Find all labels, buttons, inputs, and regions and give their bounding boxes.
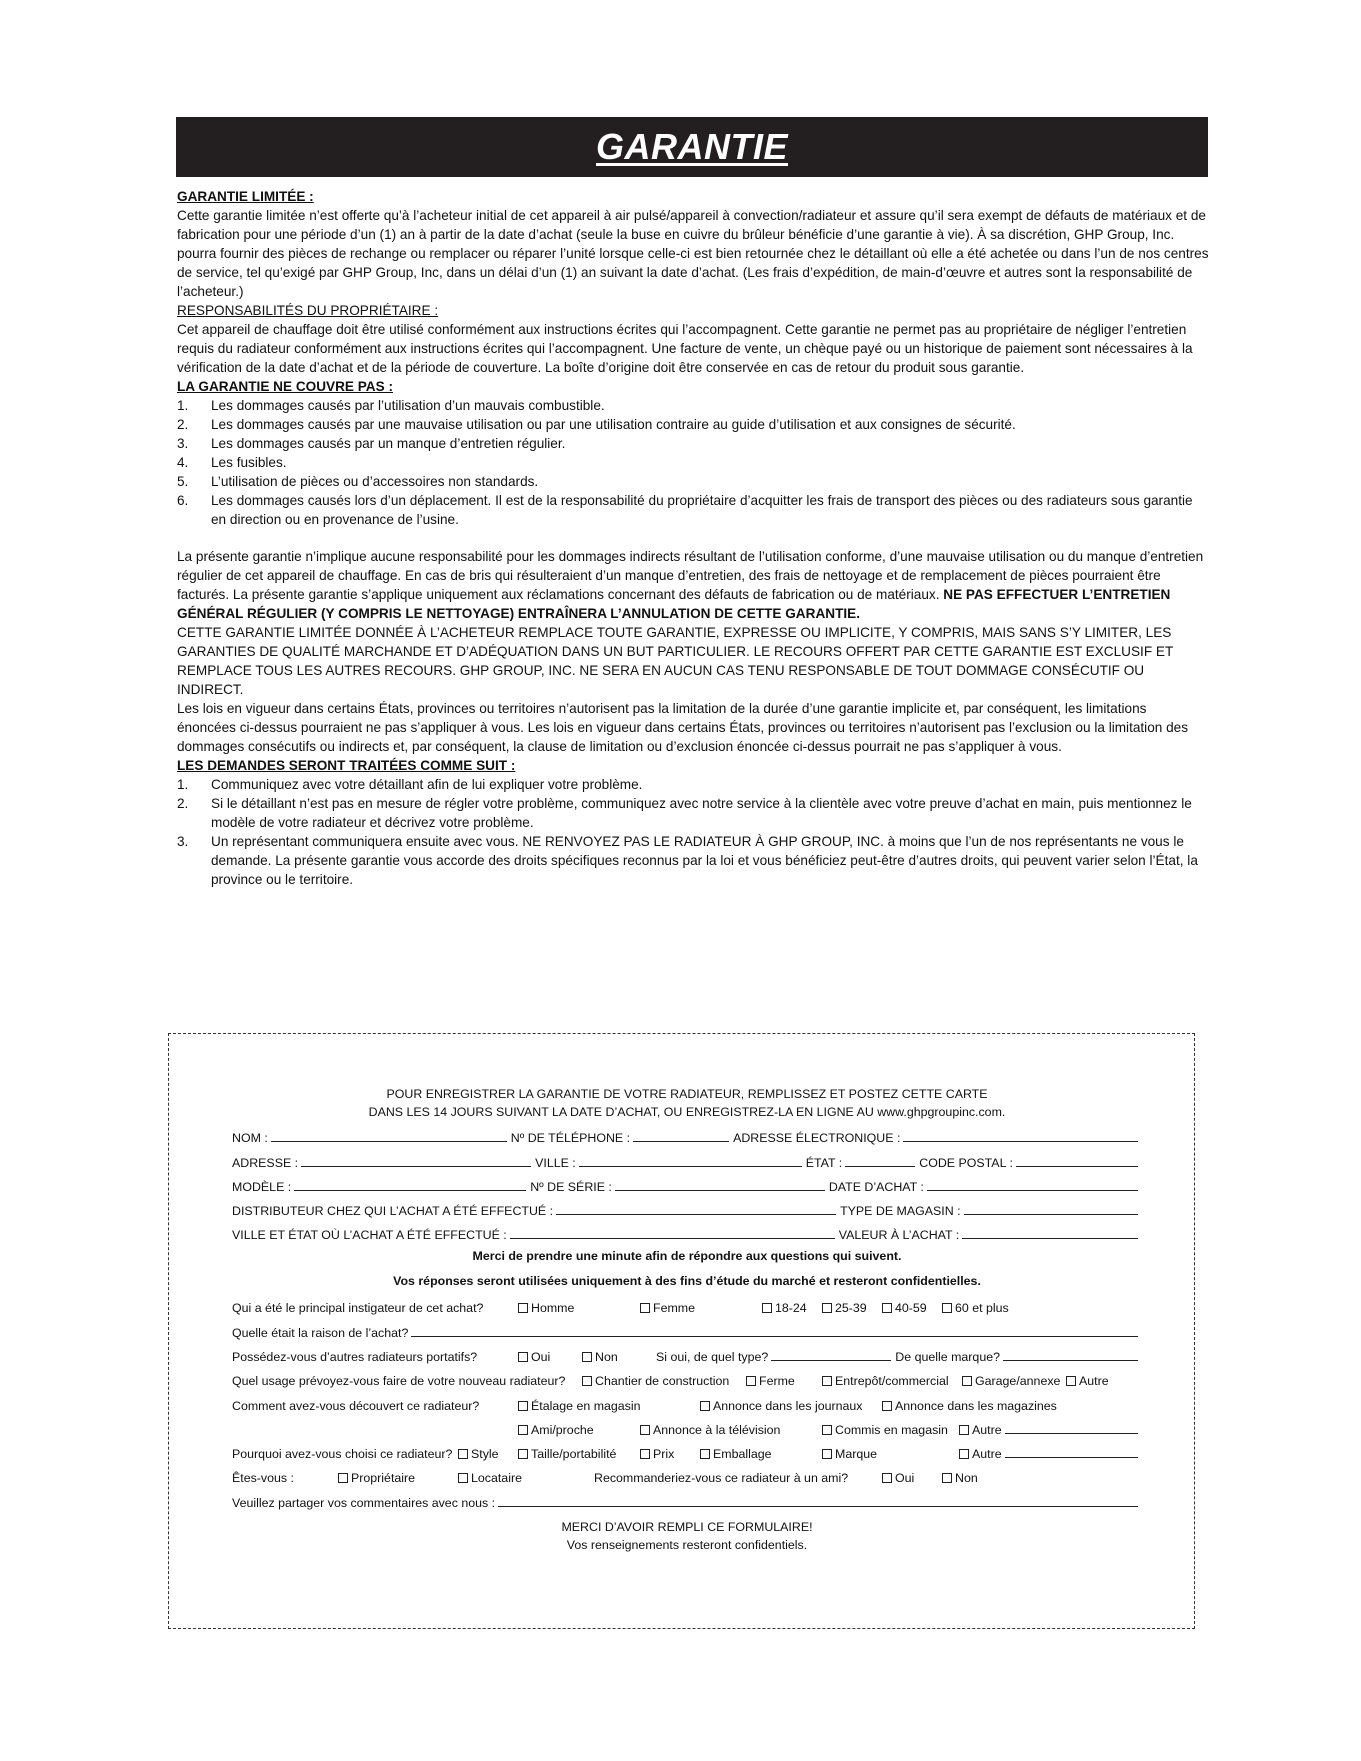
row-other-heaters: Possédez-vous d’autres radiateurs portatifs? Oui Non Si oui, de quel type? De quelle marque? [232, 1340, 1142, 1364]
card-closing: MERCI D’AVOIR REMPLI CE FORMULAIRE! Vos renseignements resteront confidentiels. [561, 1519, 813, 1552]
registration-card [232, 1085, 1142, 1554]
option-recommand-oui[interactable]: Oui [882, 1471, 942, 1485]
checkbox-icon [882, 1401, 892, 1411]
checkbox-icon [959, 1425, 969, 1435]
purchase-date-field[interactable] [927, 1177, 1138, 1191]
checkbox-icon [959, 1449, 969, 1459]
option-ferme[interactable]: Ferme [746, 1374, 822, 1388]
option-etalage[interactable]: Étalage en magasin [518, 1399, 700, 1413]
claims-list [177, 775, 1209, 889]
checkbox-icon [822, 1376, 832, 1386]
heater-type-field[interactable] [771, 1347, 891, 1361]
row-usage: Quel usage prévoyez-vous faire de votre nouveau radiateur? Chantier de construction Ferme Entrepôt/commercial Garage/annexe Autre [232, 1374, 1109, 1389]
title-banner [176, 117, 1208, 177]
option-proprietaire[interactable]: Propriétaire [338, 1471, 458, 1485]
postal-code-field[interactable] [1016, 1153, 1138, 1167]
checkbox-icon [518, 1303, 528, 1313]
claims-heading: LES DEMANDES SERONT TRAITÉES COMME SUIT : [177, 758, 516, 773]
survey-thanks: Merci de prendre une minute afin de répondre aux questions qui suivent. [472, 1249, 902, 1264]
row-reason: Quelle était la raison de l’achat? [232, 1315, 1142, 1339]
checkbox-icon [822, 1449, 832, 1459]
option-18-24[interactable]: 18-24 [762, 1301, 822, 1315]
purchase-city-field[interactable] [510, 1225, 835, 1239]
option-journaux[interactable]: Annonce dans les journaux [700, 1399, 882, 1413]
replace-paragraph: CETTE GARANTIE LIMITÉE DONNÉE À L’ACHETEUR REMPLACE TOUTE GARANTIE, EXPRESSE OU IMPLICITE, Y COMPRIS, MAIS SANS S’Y LIMITER, LES GARANTIES DE QUALITÉ MARCHANDE ET D’ADÉQUATION DANS UN BUT PARTICULIER. LE RECOURS OFFERT PAR CETTE GARANTIE EST EXCLUSIF ET REMPLACE TOUS LES AUTRES RECOURS. GHP GROUP, INC. NE SERA EN AUCUN CAS TENU RESPONSABLE DE TOUT DOMMAGE CONSÉCUTIF OU INDIRECT. [177, 625, 1174, 697]
checkbox-icon [518, 1401, 528, 1411]
row-discovery: Comment avez-vous découvert ce radiateur? Étalage en magasin Annonce dans les journaux Annonce dans les magazines [232, 1398, 1057, 1413]
option-femme[interactable]: Femme [640, 1301, 762, 1315]
checkbox-icon [640, 1425, 650, 1435]
list-item: 3. Un représentant communiquera ensuite avec vous. NE RENVOYEZ PAS LE RADIATEUR À GHP GROUP, INC. à moins que l’un de nos représentants ne vous le demande. La présente garantie vous accorde des droits spécifiques reconnus par la loi et vous bénéficiez peut-être d’autres droits, qui peuvent varier selon l’État, la province ou le territoire. [177, 834, 1198, 887]
list-item: 1. Les dommages causés par l’utilisation d’un mauvais combustible. [177, 398, 605, 413]
liability-warning: NE PAS EFFECTUER L’ENTRETIEN GÉNÉRAL RÉGULIER (Y COMPRIS LE NETTOYAGE) ENTRAÎNERA L’ANNULATION DE CETTE GARANTIE. [177, 587, 1171, 621]
row-model: MODÈLE : Nº DE SÉRIE : DATE D’ACHAT : [232, 1170, 1142, 1194]
page-title: GARANTIE [596, 126, 788, 167]
laws-paragraph: Les lois en vigueur dans certains États, provinces ou territoires n’autorisent pas la limitation de la durée d’une garantie implicite et, par conséquent, les limitations énoncées ci-dessus pourraient ne pas s’appliquer à vous. Les lois en vigueur dans certains États, provinces ou territoires n’autorisent pas l’exclusion ou la limitation des dommages consécutifs ou indirects et, par conséquent, la clause de limitation ou d’exclusion énoncée ci-dessus pourrait ne pas s’appliquer à vous. [177, 701, 1189, 754]
not-covered-list [177, 396, 1209, 529]
option-taille[interactable]: Taille/portabilité [518, 1447, 640, 1461]
list-item: 1. Communiquez avec votre détaillant afin de lui expliquer votre problème. [177, 777, 643, 792]
row-discovery-2 [232, 1413, 1142, 1437]
why-other-field[interactable] [1005, 1444, 1138, 1458]
comments-field[interactable] [498, 1493, 1138, 1507]
checkbox-icon [1066, 1376, 1076, 1386]
heater-brand-field[interactable] [1003, 1347, 1138, 1361]
option-marque[interactable]: Marque [822, 1447, 959, 1461]
checkbox-icon [942, 1473, 952, 1483]
row-why: Pourquoi avez-vous choisi ce radiateur? Style Taille/portabilité Prix Emballage Marque Autre [232, 1437, 1142, 1461]
purchase-value-field[interactable] [962, 1225, 1138, 1239]
not-covered-heading: LA GARANTIE NE COUVRE PAS : [177, 379, 393, 394]
checkbox-icon [746, 1376, 756, 1386]
option-garage[interactable]: Garage/annexe [962, 1374, 1066, 1388]
list-item: 6. Les dommages causés lors d’un déplacement. Il est de la responsabilité du propriétaire d’acquitter les frais de transport des pièces ou des radiateurs sous garantie en direction ou en provenance de l’usine. [177, 493, 1193, 527]
row-comments: Veuillez partager vos commentaires avec nous : [232, 1485, 1142, 1509]
state-field[interactable] [845, 1153, 915, 1167]
warranty-text [177, 187, 1209, 889]
checkbox-icon [962, 1376, 972, 1386]
checkbox-icon [882, 1473, 892, 1483]
option-autre-raison[interactable]: Autre [959, 1447, 1002, 1461]
liability-paragraph: La présente garantie n’implique aucune responsabilité pour les dommages indirects résultant de l’utilisation conforme, d’une mauvaise utilisation ou du manque d’entretien régulier de cet appareil de chauffage. En cas de bris qui résulteraient d’un manque d’entretien, des frais de nettoyage et de remplacement de pièces pourraient être facturés. La présente garantie s’applique uniquement aux réclamations concernant des défauts de fabrication ou de matériaux. NE PAS EFFECTUER L’ENTRETIEN GÉNÉRAL RÉGULIER (Y COMPRIS LE NETTOYAGE) ENTRAÎNERA L’ANNULATION DE CETTE GARANTIE. [177, 549, 1204, 621]
option-prix[interactable]: Prix [640, 1447, 700, 1461]
option-commis[interactable]: Commis en magasin [822, 1423, 959, 1437]
option-25-39[interactable]: 25-39 [822, 1301, 882, 1315]
option-non[interactable]: Non [582, 1350, 656, 1364]
survey-confidential: Vos réponses seront utilisées uniquement à des fins d’étude du marché et resteront confidentielles. [393, 1273, 981, 1288]
phone-field[interactable] [633, 1128, 729, 1142]
row-instigator: Qui a été le principal instigateur de cet achat? Homme Femme 18-24 25-39 40-59 60 et plus [232, 1301, 1009, 1316]
option-television[interactable]: Annonce à la télévision [640, 1423, 822, 1437]
row-name: NOM : Nº DE TÉLÉPHONE : ADRESSE ÉLECTRONIQUE : [232, 1121, 1142, 1145]
checkbox-icon [882, 1303, 892, 1313]
list-item: 5. L’utilisation de pièces ou d’accessoires non standards. [177, 474, 539, 489]
option-60-plus[interactable]: 60 et plus [942, 1301, 1009, 1315]
list-item: 3. Les dommages causés par un manque d’entretien régulier. [177, 436, 566, 451]
dealer-field[interactable] [556, 1201, 836, 1215]
checkbox-icon [700, 1401, 710, 1411]
checkbox-icon [338, 1473, 348, 1483]
checkbox-icon [822, 1425, 832, 1435]
option-autre-decouverte[interactable]: Autre [959, 1423, 1002, 1437]
row-dealer: DISTRIBUTEUR CHEZ QUI L’ACHAT A ÉTÉ EFFECTUÉ : TYPE DE MAGASIN : [232, 1194, 1142, 1218]
reason-field[interactable] [411, 1323, 1138, 1337]
option-locataire[interactable]: Locataire [458, 1471, 594, 1485]
name-field[interactable] [271, 1128, 507, 1142]
model-field[interactable] [294, 1177, 526, 1191]
checkbox-icon [640, 1303, 650, 1313]
checkbox-icon [518, 1352, 528, 1362]
checkbox-icon [822, 1303, 832, 1313]
option-chantier[interactable]: Chantier de construction [582, 1374, 746, 1388]
owner-heading: RESPONSABILITÉS DU PROPRIÉTAIRE : [177, 303, 439, 318]
serial-field[interactable] [615, 1177, 825, 1191]
discovery-other-field[interactable] [1005, 1420, 1138, 1434]
card-intro: POUR ENREGISTRER LA GARANTIE DE VOTRE RADIATEUR, REMPLISSEZ ET POSTEZ CETTE CARTE DANS LES 14 JOURS SUIVANT LA DATE D’ACHAT, OU ENREGISTREZ-LA EN LIGNE AU www.ghpgroupinc.com. [368, 1087, 1006, 1119]
option-ami[interactable]: Ami/proche [518, 1423, 640, 1437]
option-magazines[interactable]: Annonce dans les magazines [882, 1399, 1057, 1413]
option-style[interactable]: Style [458, 1447, 518, 1461]
checkbox-icon [518, 1449, 528, 1459]
option-40-59[interactable]: 40-59 [882, 1301, 942, 1315]
option-homme[interactable]: Homme [518, 1301, 640, 1315]
checkbox-icon [582, 1352, 592, 1362]
limited-heading: GARANTIE LIMITÉE : [177, 189, 314, 204]
row-status: Êtes-vous : Propriétaire Locataire Recommanderiez-vous ce radiateur à un ami? Oui Non [232, 1471, 978, 1486]
checkbox-icon [518, 1425, 528, 1435]
list-item: 2. Si le détaillant n’est pas en mesure de régler votre problème, communiquez avec notre service à la clientèle avec votre preuve d’achat en main, puis mentionnez le modèle de votre radiateur et décrivez votre problème. [177, 796, 1192, 830]
checkbox-icon [582, 1376, 592, 1386]
option-oui[interactable]: Oui [518, 1350, 582, 1364]
row-address: ADRESSE : VILLE : ÉTAT : CODE POSTAL : [232, 1145, 1142, 1169]
checkbox-icon [700, 1449, 710, 1459]
owner-body: Cet appareil de chauffage doit être utilisé conformément aux instructions écrites qui l’accompagnent. Cette garantie ne permet pas au propriétaire de négliger l’entretien requis du radiateur conformément aux instructions écrites qui l’accompagnent. Une facture de vente, un chèque payé ou un historique de paiement sont nécessaires à la vérification de la date d’achat et de la période de couverture. La boîte d’origine doit être conservée en cas de retour du produit sous garantie. [177, 322, 1193, 375]
address-field[interactable] [301, 1153, 531, 1167]
option-autre-usage[interactable]: Autre [1066, 1374, 1109, 1388]
store-type-field[interactable] [964, 1201, 1138, 1215]
list-item: 4. Les fusibles. [177, 455, 287, 470]
checkbox-icon [458, 1449, 468, 1459]
checkbox-icon [942, 1303, 952, 1313]
city-field[interactable] [579, 1153, 802, 1167]
checkbox-icon [458, 1473, 468, 1483]
email-field[interactable] [903, 1128, 1138, 1142]
checkbox-icon [640, 1449, 650, 1459]
row-city-state: VILLE ET ÉTAT OÙ L’ACHAT A ÉTÉ EFFECTUÉ : VALEUR À L’ACHAT : [232, 1218, 1142, 1242]
checkbox-icon [762, 1303, 772, 1313]
option-entrepot[interactable]: Entrepôt/commercial [822, 1374, 962, 1388]
list-item: 2. Les dommages causés par une mauvaise utilisation ou par une utilisation contraire au guide d’utilisation et aux consignes de sécurité. [177, 417, 1016, 432]
option-recommand-non[interactable]: Non [942, 1471, 978, 1485]
option-emballage[interactable]: Emballage [700, 1447, 822, 1461]
limited-body: Cette garantie limitée n’est offerte qu’à l’acheteur initial de cet appareil à air pulsé/appareil à convection/radiateur et assure qu’il sera exempt de défauts de matériaux et de fabrication pour une période d’un (1) an à partir de la date d’achat (seule la buse en cuivre du brûleur bénéficie d’une garantie à vie). À sa discrétion, GHP Group, Inc. pourra fournir des pièces de rechange ou remplacer ou réparer l’unité lorsque celle-ci est bien retournée chez le détaillant où elle a été achetée ou dans l’un de nos centres de service, tel qu’exigé par GHP Group, Inc, dans un délai d’un (1) an suivant la date d’achat. (Les frais d’expédition, de main-d’œuvre et autres sont la responsabilité de l’acheteur.) [177, 208, 1209, 299]
